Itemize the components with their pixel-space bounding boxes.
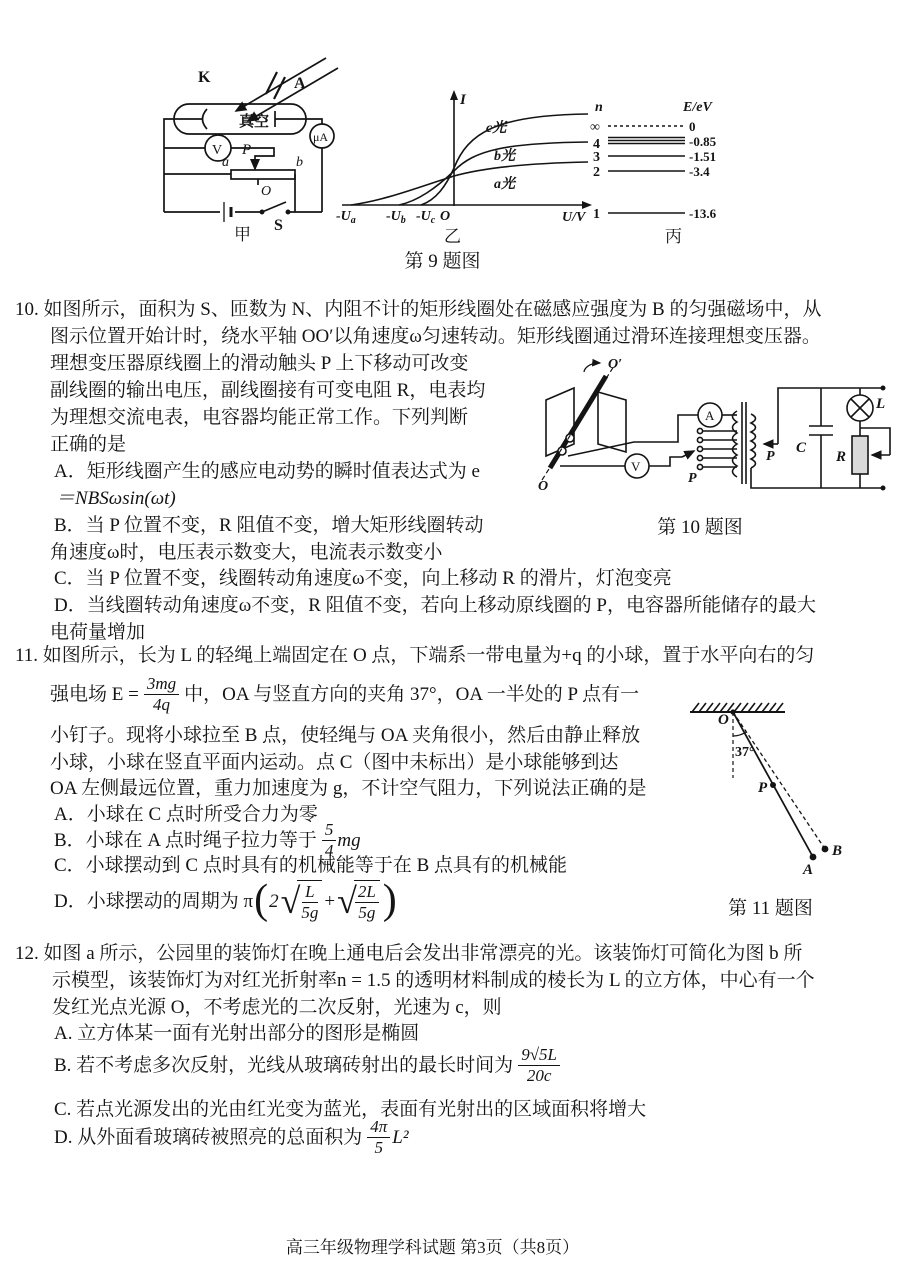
figure-11-caption: 第 11 题图	[728, 898, 813, 919]
capacitor-label: C	[796, 440, 807, 456]
intercept-Uc: $-U_c$	[416, 209, 436, 226]
level-inf-n: ∞	[590, 120, 600, 135]
q11-option-b-pre: B．小球在 A 点时绳子拉力等于	[54, 829, 317, 851]
q10-option-d-cont: 电荷量增加	[50, 622, 146, 643]
label-A: A	[803, 862, 814, 878]
curve-b-label: b光	[494, 149, 515, 164]
figure-9-graph	[336, 88, 594, 248]
figure-9-apparatus	[156, 52, 352, 244]
q10-line-5: 为理想交流电表，电容器均能正常工作。下列判断	[50, 407, 469, 428]
sqrt-L-5g: √ $\frac{L}{5g}$	[281, 880, 323, 922]
q11-line-1: 11. 如图所示，长为 L 的轻绳上端固定在 O 点，下端系一带电量为+q 的小球，置于水平向右的匀	[15, 645, 815, 666]
rheostat-label: R	[836, 449, 847, 465]
q11-line-3: 小钉子。现将小球拉至 B 点，使轻绳与 OA 夹角很小，然后由静止释放	[50, 725, 641, 746]
q12-line-1: 12. 如图 a 所示，公园里的装饰灯在晚上通电后会发出非常漂亮的光。该装饰灯可简化为图 b 所	[15, 943, 803, 964]
label-P-secondary: P	[766, 449, 775, 464]
q11-line-4: 小球，小球在竖直平面内运动。点 C（图中未标出）是小球能够到达	[50, 752, 619, 773]
q11-line-2	[50, 668, 639, 720]
q10-option-c: C．当 P 位置不变，线圈转动角速度ω不变，向上移动 R 的滑片，灯泡变亮	[54, 568, 672, 589]
voltmeter-label: V	[212, 143, 223, 158]
q11-option-b-suf: mg	[337, 829, 361, 851]
figure-9-energy-levels	[583, 94, 798, 246]
label-P-taps: P	[688, 471, 697, 486]
vacuum-label: 真空	[239, 114, 270, 130]
q12-option-d-suf: L²	[392, 1126, 409, 1148]
figure-11-pendulum	[680, 690, 895, 890]
microammeter-label: μA	[313, 130, 329, 144]
q11-option-d	[54, 874, 398, 928]
q11-option-d-pre: D．小球摆动的周期为 π	[54, 890, 254, 912]
q11-line-2-suf: 中，OA 与竖直方向的夹角 37°，OA 一半处的 P 点有一	[184, 683, 640, 705]
q12-line-3: 发红光点光源 O，不考虑光的二次反射，光速为 c，则	[52, 997, 502, 1018]
q11-line-5: OA 左侧最远位置，重力加速度为 g，不计空气阻力，下列说法正确的是	[50, 778, 647, 799]
q12-option-b-pre: B. 若不考虑多次反射，光线从玻璃砖射出的最长时间为	[54, 1054, 514, 1076]
figure-9-caption: 第 9 题图	[404, 251, 481, 272]
label-O: O	[718, 712, 729, 728]
q10-line-2: 图示位置开始计时，绕水平轴 OO′以角速度ω匀速转动。矩形线圈通过滑环连接理想变压器。	[50, 326, 821, 347]
level-3-n: 3	[593, 150, 600, 165]
fraction-5-4: $\frac{5}{4}$	[322, 820, 337, 860]
q10-line-4: 副线圈的输出电压，副线圈接有可变电阻 R，电表均	[50, 380, 486, 401]
level-2-e: -3.4	[689, 164, 710, 179]
figure-10-caption: 第 10 题图	[657, 517, 743, 538]
label-a: a	[222, 155, 229, 170]
q10-option-b: B．当 P 位置不变，R 阻值不变，增大矩形线圈转动	[54, 515, 484, 536]
label-K: K	[198, 69, 211, 86]
fraction-area: $\frac{4\pi}{5}$	[367, 1117, 390, 1157]
intercept-Ub: $-U_b$	[386, 209, 406, 226]
level-1-e: -13.6	[689, 206, 717, 221]
label-O: O	[261, 184, 272, 199]
col-e-header: E/eV	[683, 100, 712, 115]
level-3-e: -1.51	[689, 149, 717, 164]
curve-a-label: a光	[494, 177, 515, 192]
level-1-n: 1	[593, 207, 600, 222]
q10-line-3: 理想变压器原线圈上的滑动触头 P 上下移动可改变	[50, 353, 469, 374]
label-B: B	[832, 843, 843, 859]
level-4-e: -0.85	[689, 134, 717, 149]
axis-I-label: I	[460, 92, 466, 108]
q11-option-c: C．小球摆动到 C 点时具有的机械能等于在 B 点具有的机械能	[54, 855, 568, 876]
right-paren: )	[382, 877, 397, 924]
plus-sign: +	[324, 890, 336, 912]
q10-option-a-cont: ＝NBSωsin(ωt)	[56, 488, 176, 509]
label-P: P	[242, 142, 252, 158]
label-S: S	[274, 217, 283, 234]
q10-option-d: D．当线圈转动角速度ω不变，R 阻值不变，若向上移动原线圈的 P，电容器所能储存的最大	[54, 595, 816, 616]
sqrt-2L-5g: √ $\frac{2L}{5g}$	[337, 880, 380, 922]
q12-option-d	[54, 1114, 409, 1160]
col-n-header: n	[595, 100, 603, 115]
q12-option-b	[54, 1040, 565, 1090]
lamp-label: L	[876, 396, 886, 412]
q12-option-d-pre: D. 从外面看玻璃砖被照亮的总面积为	[54, 1126, 363, 1148]
ammeter-label: A	[705, 408, 715, 423]
level-inf-e: 0	[689, 119, 696, 134]
left-paren: (	[254, 877, 269, 924]
figure-10-circuit	[538, 356, 898, 506]
label-A: A	[294, 75, 306, 92]
q12-option-a: A. 立方体某一面有光射出部分的图形是椭圆	[54, 1023, 420, 1044]
q11-option-a: A．小球在 C 点时所受合力为零	[54, 804, 318, 825]
q12-line-2: 示模型，该装饰灯为对红光折射率n = 1.5 的透明材料制成的棱长为 L 的立方体，中心有一个	[52, 970, 815, 991]
voltmeter-label: V	[631, 459, 641, 474]
label-O: O	[538, 479, 549, 494]
fraction-time: $\frac{9√5L}{20c}$	[518, 1045, 560, 1085]
q11-option-d-coef: 2	[269, 890, 279, 912]
subfigure-yi-label: 乙	[444, 227, 461, 246]
fraction-e-field: $\frac{3mg}{4q}$	[144, 674, 179, 714]
label-P: P	[758, 780, 768, 796]
q12-option-c: C. 若点光源发出的光由红光变为蓝光，表面有光射出的区域面积将增大	[54, 1099, 647, 1120]
q10-line-1: 10. 如图所示，面积为 S、匝数为 N、内阻不计的矩形线圈处在磁感应强度为 B 的匀强磁场中，从	[15, 299, 822, 320]
q10-option-a: A．矩形线圈产生的感应电动势的瞬时值表达式为 e	[54, 461, 480, 482]
label-b: b	[296, 155, 303, 170]
label-O-prime: O′	[608, 357, 623, 372]
page-footer: 高三年级物理学科试题 第3页（共8页）	[285, 1238, 580, 1257]
level-4-n: 4	[593, 137, 600, 152]
q10-line-6: 正确的是	[50, 434, 127, 455]
curve-c-label: c光	[486, 121, 507, 136]
intercept-Ua: $-U_a$	[336, 209, 356, 226]
origin-label: O	[440, 209, 451, 224]
label-angle-37: 37°	[735, 745, 755, 760]
q11-line-2-pre: 强电场 E =	[50, 683, 139, 705]
q10-option-b-cont: 角速度ω时，电压表示数变大，电流表示数变小	[50, 542, 443, 563]
subfigure-jia-label: 甲	[234, 225, 251, 244]
axis-U-label: U/V	[562, 210, 586, 225]
level-2-n: 2	[593, 165, 600, 180]
subfigure-bing-label: 丙	[665, 227, 682, 246]
